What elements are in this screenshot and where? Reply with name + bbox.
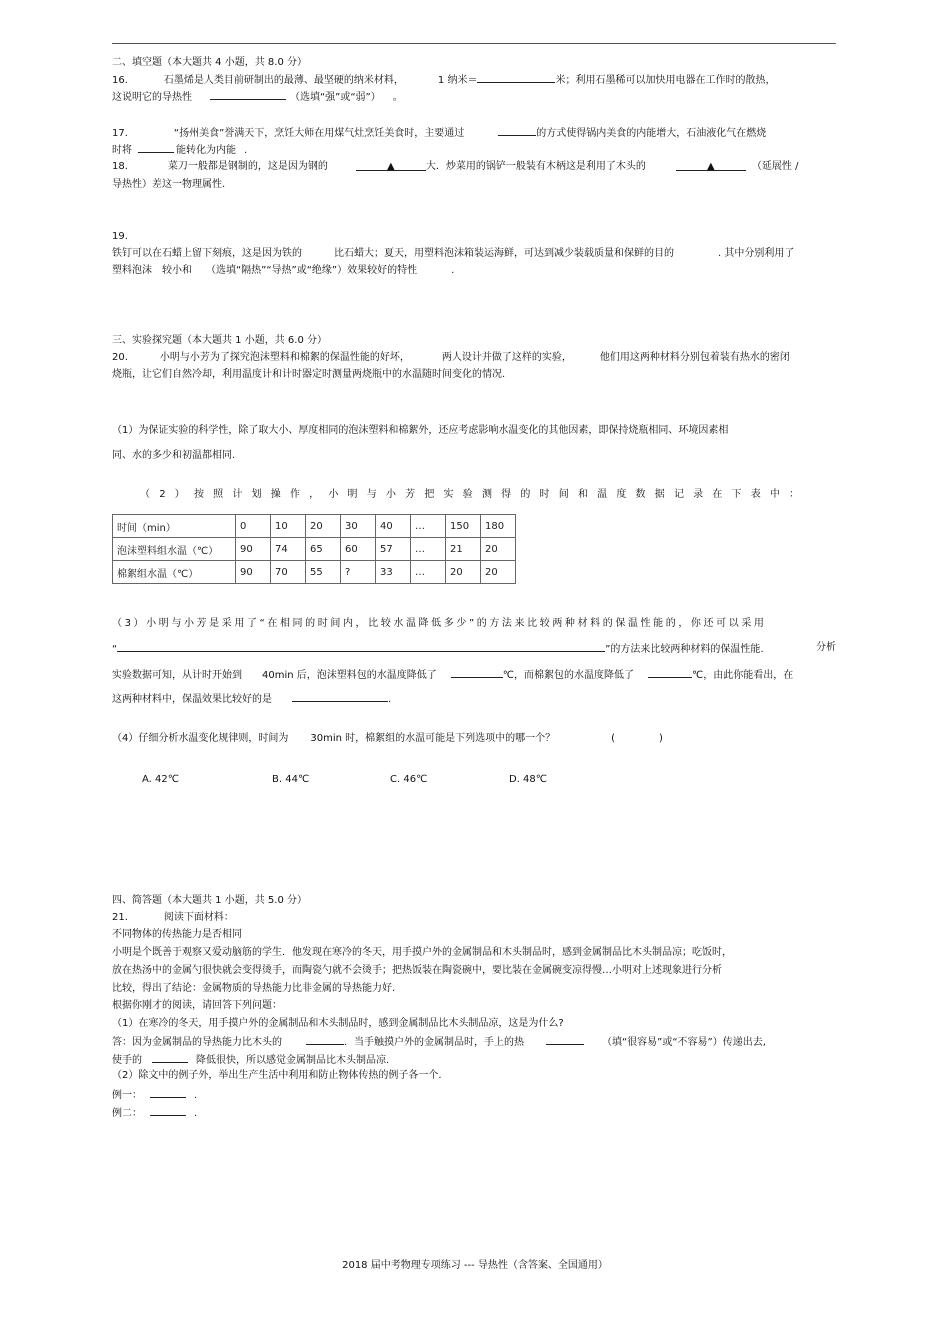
- section-3-header: 三、实验探究题（本大题共 1 小题，共 6.0 分）: [112, 335, 327, 346]
- table-row: [113, 538, 516, 561]
- table-row: [113, 561, 516, 584]
- section-4-header: 四、简答题（本大题共 1 小题，共 5.0 分）: [112, 895, 307, 906]
- answer-blank[interactable]: [451, 667, 503, 678]
- sub-question-4: （4）仔细分析水温变化规律则，时间为 30min 时，棉絮组的水温可能是下列选项中的哪一个？ ( ): [112, 733, 663, 744]
- question-18-line-2: 导热性）差这一物理属性.: [112, 179, 226, 190]
- option-a[interactable]: A. 42℃: [142, 774, 179, 785]
- question-number: 20.: [112, 352, 128, 363]
- header-rule: [112, 43, 836, 44]
- answer-blank[interactable]: [676, 160, 746, 171]
- table-cell: 60: [341, 538, 376, 561]
- question-17-line-2: 时将 能转化为内能 .: [112, 142, 247, 157]
- table-cell: ?: [341, 561, 376, 584]
- question-number: 17.: [112, 128, 128, 139]
- question-number: 16.: [112, 75, 128, 86]
- table-cell: 90: [236, 538, 271, 561]
- table-cell: …: [411, 515, 446, 538]
- sub-question-3-line-3: 实验数据可知，从计时开始到 40min 后，泡沫塑料包的水温度降低了 ℃，而棉絮包的水温度降低了 ℃，由此你能看出，在: [112, 667, 793, 682]
- answer-blank[interactable]: [498, 125, 536, 136]
- triangle-marker: ▲: [387, 161, 395, 172]
- table-cell: 74: [271, 538, 306, 561]
- question-19-line-2: 塑料泡沫 较小和 （选填“隔热”“导热”或“绝缘”）效果较好的特性 .: [112, 265, 455, 276]
- table-cell: 90: [236, 561, 271, 584]
- passage-title: 不同物体的传热能力是否相同: [112, 929, 242, 940]
- answer-blank[interactable]: [210, 89, 286, 100]
- passage-line-2: 放在热汤中的金属勺很快就会变得烫手，而陶瓷勺就不会烫手；把热饭装在陶瓷碗中，要比装在金属碗变凉得慢…小明对上述现象进行分析: [112, 965, 722, 976]
- table-cell: 20: [446, 561, 481, 584]
- table-cell: 65: [306, 538, 341, 561]
- sub-question-1-line-2: 同、水的多少和初温都相同.: [112, 450, 236, 461]
- question-20-line-1: 20. 小明与小芳为了探究泡沫塑料和棉絮的保温性能的好坏， 两人设计并做了这样的实验， 他们用这两种材料分别包着装有热水的密闭: [112, 352, 790, 363]
- option-c[interactable]: C. 46℃: [390, 774, 428, 785]
- instruction: 根据你刚才的阅读，请回答下列问题：: [112, 1000, 282, 1011]
- table-cell: 20: [481, 538, 516, 561]
- temperature-data-table: [112, 514, 516, 584]
- answer-blank[interactable]: [150, 1105, 186, 1116]
- answer-blank[interactable]: [306, 1034, 344, 1045]
- table-cell: 20: [481, 561, 516, 584]
- question-16-line-2: 这说明它的导热性 （选填“强”或“弱”） 。: [112, 89, 403, 104]
- table-cell: 55: [306, 561, 341, 584]
- table-cell: 70: [271, 561, 306, 584]
- table-cell: 0: [236, 515, 271, 538]
- table-cell: 时间（min）: [113, 515, 236, 538]
- sub-question-1: （1）在寒冷的冬天，用手摸户外的金属制品和木头制品时，感到金属制品比木头制品凉，这是为什么?: [112, 1018, 564, 1029]
- table-cell: 10: [271, 515, 306, 538]
- passage-line-3: 比较，得出了结论：金属物质的导热能力比非金属的导热能力好.: [112, 983, 396, 994]
- sub-question-2: （2）按照计划操作，小明与小芳把实验测得的时间和温度数据记录在下表中：: [140, 489, 809, 500]
- example-1: 例一： .: [112, 1087, 197, 1102]
- example-2: 例二： .: [112, 1105, 197, 1120]
- question-16-line-1: 16. 石墨烯是人类目前研制出的最薄、最坚硬的纳米材料， 1 纳米＝ 米；利用石墨稀可以加快用电器在工作时的散热，: [112, 72, 775, 87]
- answer-blank[interactable]: [150, 1087, 186, 1098]
- passage-line-1: 小明是个既善于观察又爱动脑筋的学生．他发现在寒冷的冬天，用手摸户外的金属制品和木头制品时，感到金属制品比木头制品凉；吃饭时，: [112, 947, 732, 958]
- question-20-line-2: 烧瓶，让它们自然冷却，利用温度计和计时器定时测量两烧瓶中的水温随时间变化的情况.: [112, 369, 506, 380]
- page-footer: 2018 届中考物理专项练习 --- 导热性（含答案、全国通用）: [342, 1260, 608, 1271]
- sub-question-1-line-1: （1）为保证实验的科学性，除了取大小、厚度相同的泡沫塑料和棉絮外，还应考虑影响水温变化的其他因素，即保持烧瓶相同、环境因素相: [112, 425, 729, 436]
- question-19-number: 19.: [112, 231, 128, 242]
- table-cell: 20: [306, 515, 341, 538]
- question-17-line-1: 17. “扬州美食”誉满天下，烹饪大师在用煤气灶烹饪美食时，主要通过 的方式使得锅内美食的内能增大，石油液化气在燃烧: [112, 125, 766, 140]
- answer-blank[interactable]: [138, 142, 174, 153]
- table-row: [113, 515, 516, 538]
- answer-blank[interactable]: [152, 1052, 188, 1063]
- answer-blank[interactable]: [546, 1034, 584, 1045]
- table-cell: 棉絮组水温（℃）: [113, 561, 236, 584]
- table-cell: 40: [376, 515, 411, 538]
- question-21-intro: 21. 阅读下面材料：: [112, 912, 234, 923]
- table-cell: 30: [341, 515, 376, 538]
- question-18-line-1: 18. 菜刀一般都是钢制的，这是因为钢的 ▲ 大．炒菜用的锅铲一般装有木柄这是利用了木头的 ▲ （延展性 /: [112, 161, 799, 172]
- question-19-line-1: 铁钉可以在石蜡上留下刻痕，这是因为铁的 比石蜡大；夏天，用塑料泡沫箱装运海鲜，可达到减少装载质量和保鲜的目的 . 其中分别利用了: [112, 248, 795, 259]
- table-cell: …: [411, 561, 446, 584]
- triangle-marker: ▲: [707, 161, 715, 172]
- table-cell: 150: [446, 515, 481, 538]
- option-b[interactable]: B. 44℃: [272, 774, 310, 785]
- question-number: 21.: [112, 912, 128, 923]
- answer-line-1: 答：因为金属制品的导热能力比木头的 ．当手触摸户外的金属制品时，手上的热 （填“很容易”或“不容易”）传递出去,: [112, 1034, 766, 1049]
- question-number: 18.: [112, 161, 128, 172]
- answer-blank[interactable]: [117, 641, 605, 652]
- answer-line-2: 使手的 降低很快，所以感觉金属制品比木头制品凉.: [112, 1052, 389, 1067]
- table-cell: 21: [446, 538, 481, 561]
- sub-question-2: （2）除文中的例子外，举出生产生活中利用和防止物体传热的例子各一个.: [112, 1070, 442, 1081]
- option-d[interactable]: D. 48℃: [509, 774, 548, 785]
- sub-question-3-line-4: 这两种材料中，保温效果比较好的是 .: [112, 691, 391, 706]
- sub-question-3-line-2: “ ”的方法来比较两种材料的保温性能. 分析: [112, 642, 836, 655]
- table-cell: 180: [481, 515, 516, 538]
- section-2-header: 二、填空题（本大题共 4 小题，共 8.0 分）: [112, 57, 307, 68]
- answer-blank[interactable]: [477, 72, 555, 83]
- table-cell: 泡沫塑料组水温（℃）: [113, 538, 236, 561]
- table-cell: 57: [376, 538, 411, 561]
- answer-blank[interactable]: [356, 160, 426, 171]
- table-cell: …: [411, 538, 446, 561]
- table-cell: 33: [376, 561, 411, 584]
- sub-question-3-line-1: （3）小明与小芳是采用了“在相同的时间内，比较水温降低多少”的方法来比较两种材料的保温性能的，你还可以采用: [112, 618, 767, 629]
- answer-blank[interactable]: [648, 667, 692, 678]
- answer-blank[interactable]: [292, 691, 388, 702]
